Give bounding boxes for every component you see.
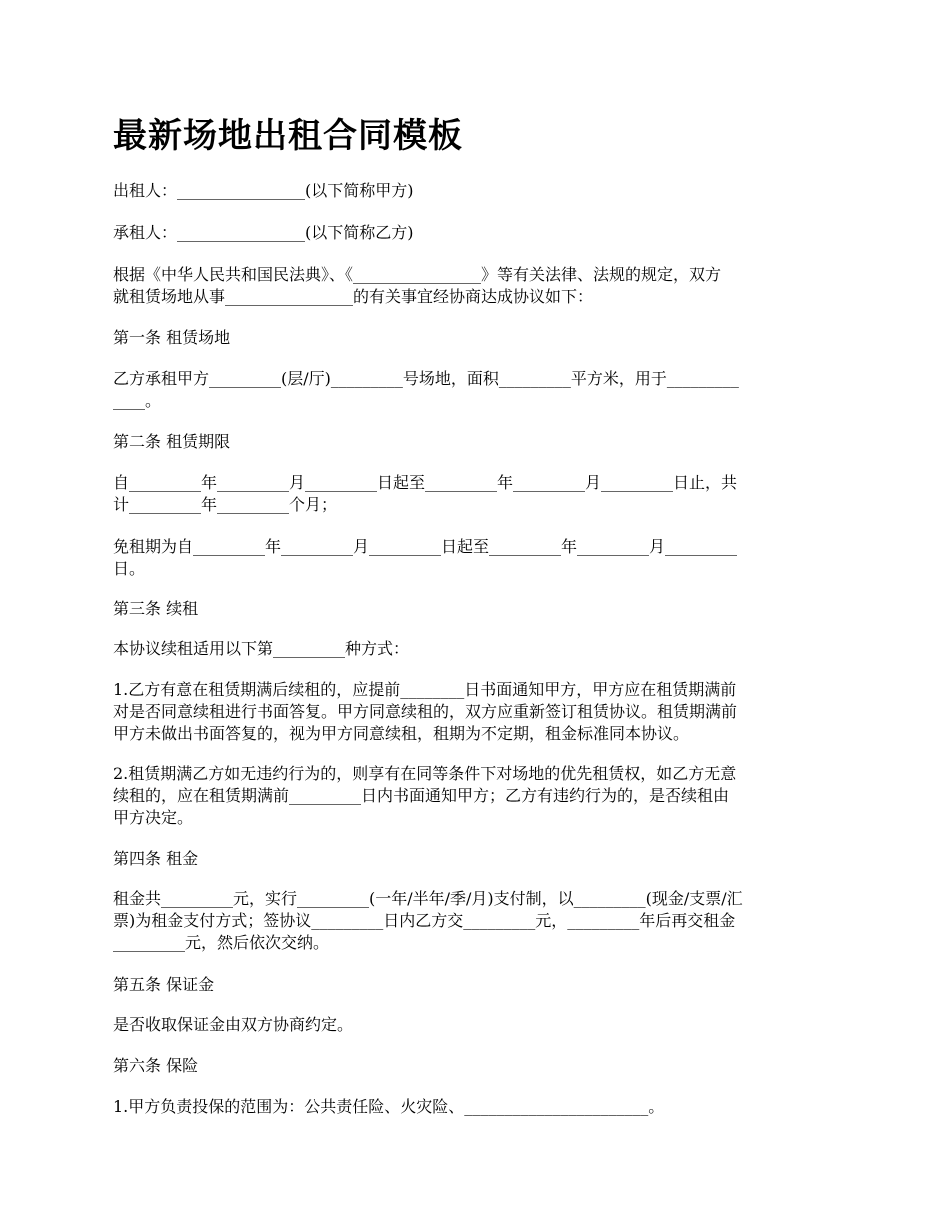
lessee-line: 承租人：________________(以下简称乙方) [113,223,414,242]
article1-body [113,368,839,412]
article2-free-line: 免租期为自_________年_________月_________日起至_________年_________月_________ [113,537,738,556]
lessor-line: 出租人：________________(以下简称甲方) [113,181,414,200]
article5-body: 是否收取保证金由双方协商约定。 [113,1015,354,1034]
article2-free-line: 日。 [113,559,146,578]
article2-heading: 第二条 租赁期限 [113,432,231,451]
intro-line: 根据《中华人民共和国民法典》、《________________》等有关法律、法规的规定，双方 [113,265,722,284]
document-title: 最新场地出租合同模板 [113,116,463,156]
article3-option1-line: 对是否同意续租进行书面答复。甲方同意续租的，双方应重新签订租赁协议。租赁期满前 [113,702,738,721]
article6-item1: 1.甲方负责投保的范围为：公共责任险、火灾险、_______________________。 [113,1097,665,1116]
article1-line: 乙方承租甲方_________(层/厅)_________号场地，面积_________平方米，用于_________ [113,369,739,388]
article3-option2-line: 2.租赁期满乙方如无违约行为的，则享有在同等条件下对场地的优先租赁权，如乙方无意 [113,764,737,783]
article4-line: 租金共_________元，实行_________(一年/半年/季/月)支付制，以_________(现金/支票/汇 [113,889,743,908]
article3-option1-line: 甲方未做出书面答复的，视为甲方同意续租，租期为不定期，租金标准同本协议。 [113,724,690,743]
article1-heading: 第一条 租赁场地 [113,328,231,347]
article2-term-line: 计_________年_________个月； [113,495,338,514]
article4-line: _________元，然后依次交纳。 [113,933,330,952]
article2-term-line: 自_________年_________月_________日起至_________年_________月_________日止，共 [113,473,738,492]
article4-body [113,888,839,954]
intro-paragraph [113,264,839,308]
article3-option1 [113,679,839,745]
article4-line: 票)为租金支付方式；签协议_________日内乙方交_________元，_________年后再交租金 [113,911,736,930]
article6-heading: 第六条 保险 [113,1056,199,1075]
article3-option2 [113,763,839,829]
article3-intro: 本协议续租适用以下第_________种方式： [113,639,410,658]
article3-option2-line: 续租的，应在租赁期满前_________日内书面通知甲方；乙方有违约行为的，是否续租由 [113,786,730,805]
article2-term [113,472,839,516]
article3-option1-line: 1.乙方有意在租赁期满后续租的，应提前________日书面通知甲方，甲方应在租赁期满前 [113,680,737,699]
article3-option2-line: 甲方决定。 [113,808,194,827]
article5-heading: 第五条 保证金 [113,975,215,994]
article2-free-period [113,536,839,580]
article1-line: ____。 [113,391,162,410]
article4-heading: 第四条 租金 [113,849,199,868]
article3-heading: 第三条 续租 [113,599,199,618]
intro-line: 就租赁场地从事________________的有关事宜经协商达成协议如下： [113,287,594,306]
